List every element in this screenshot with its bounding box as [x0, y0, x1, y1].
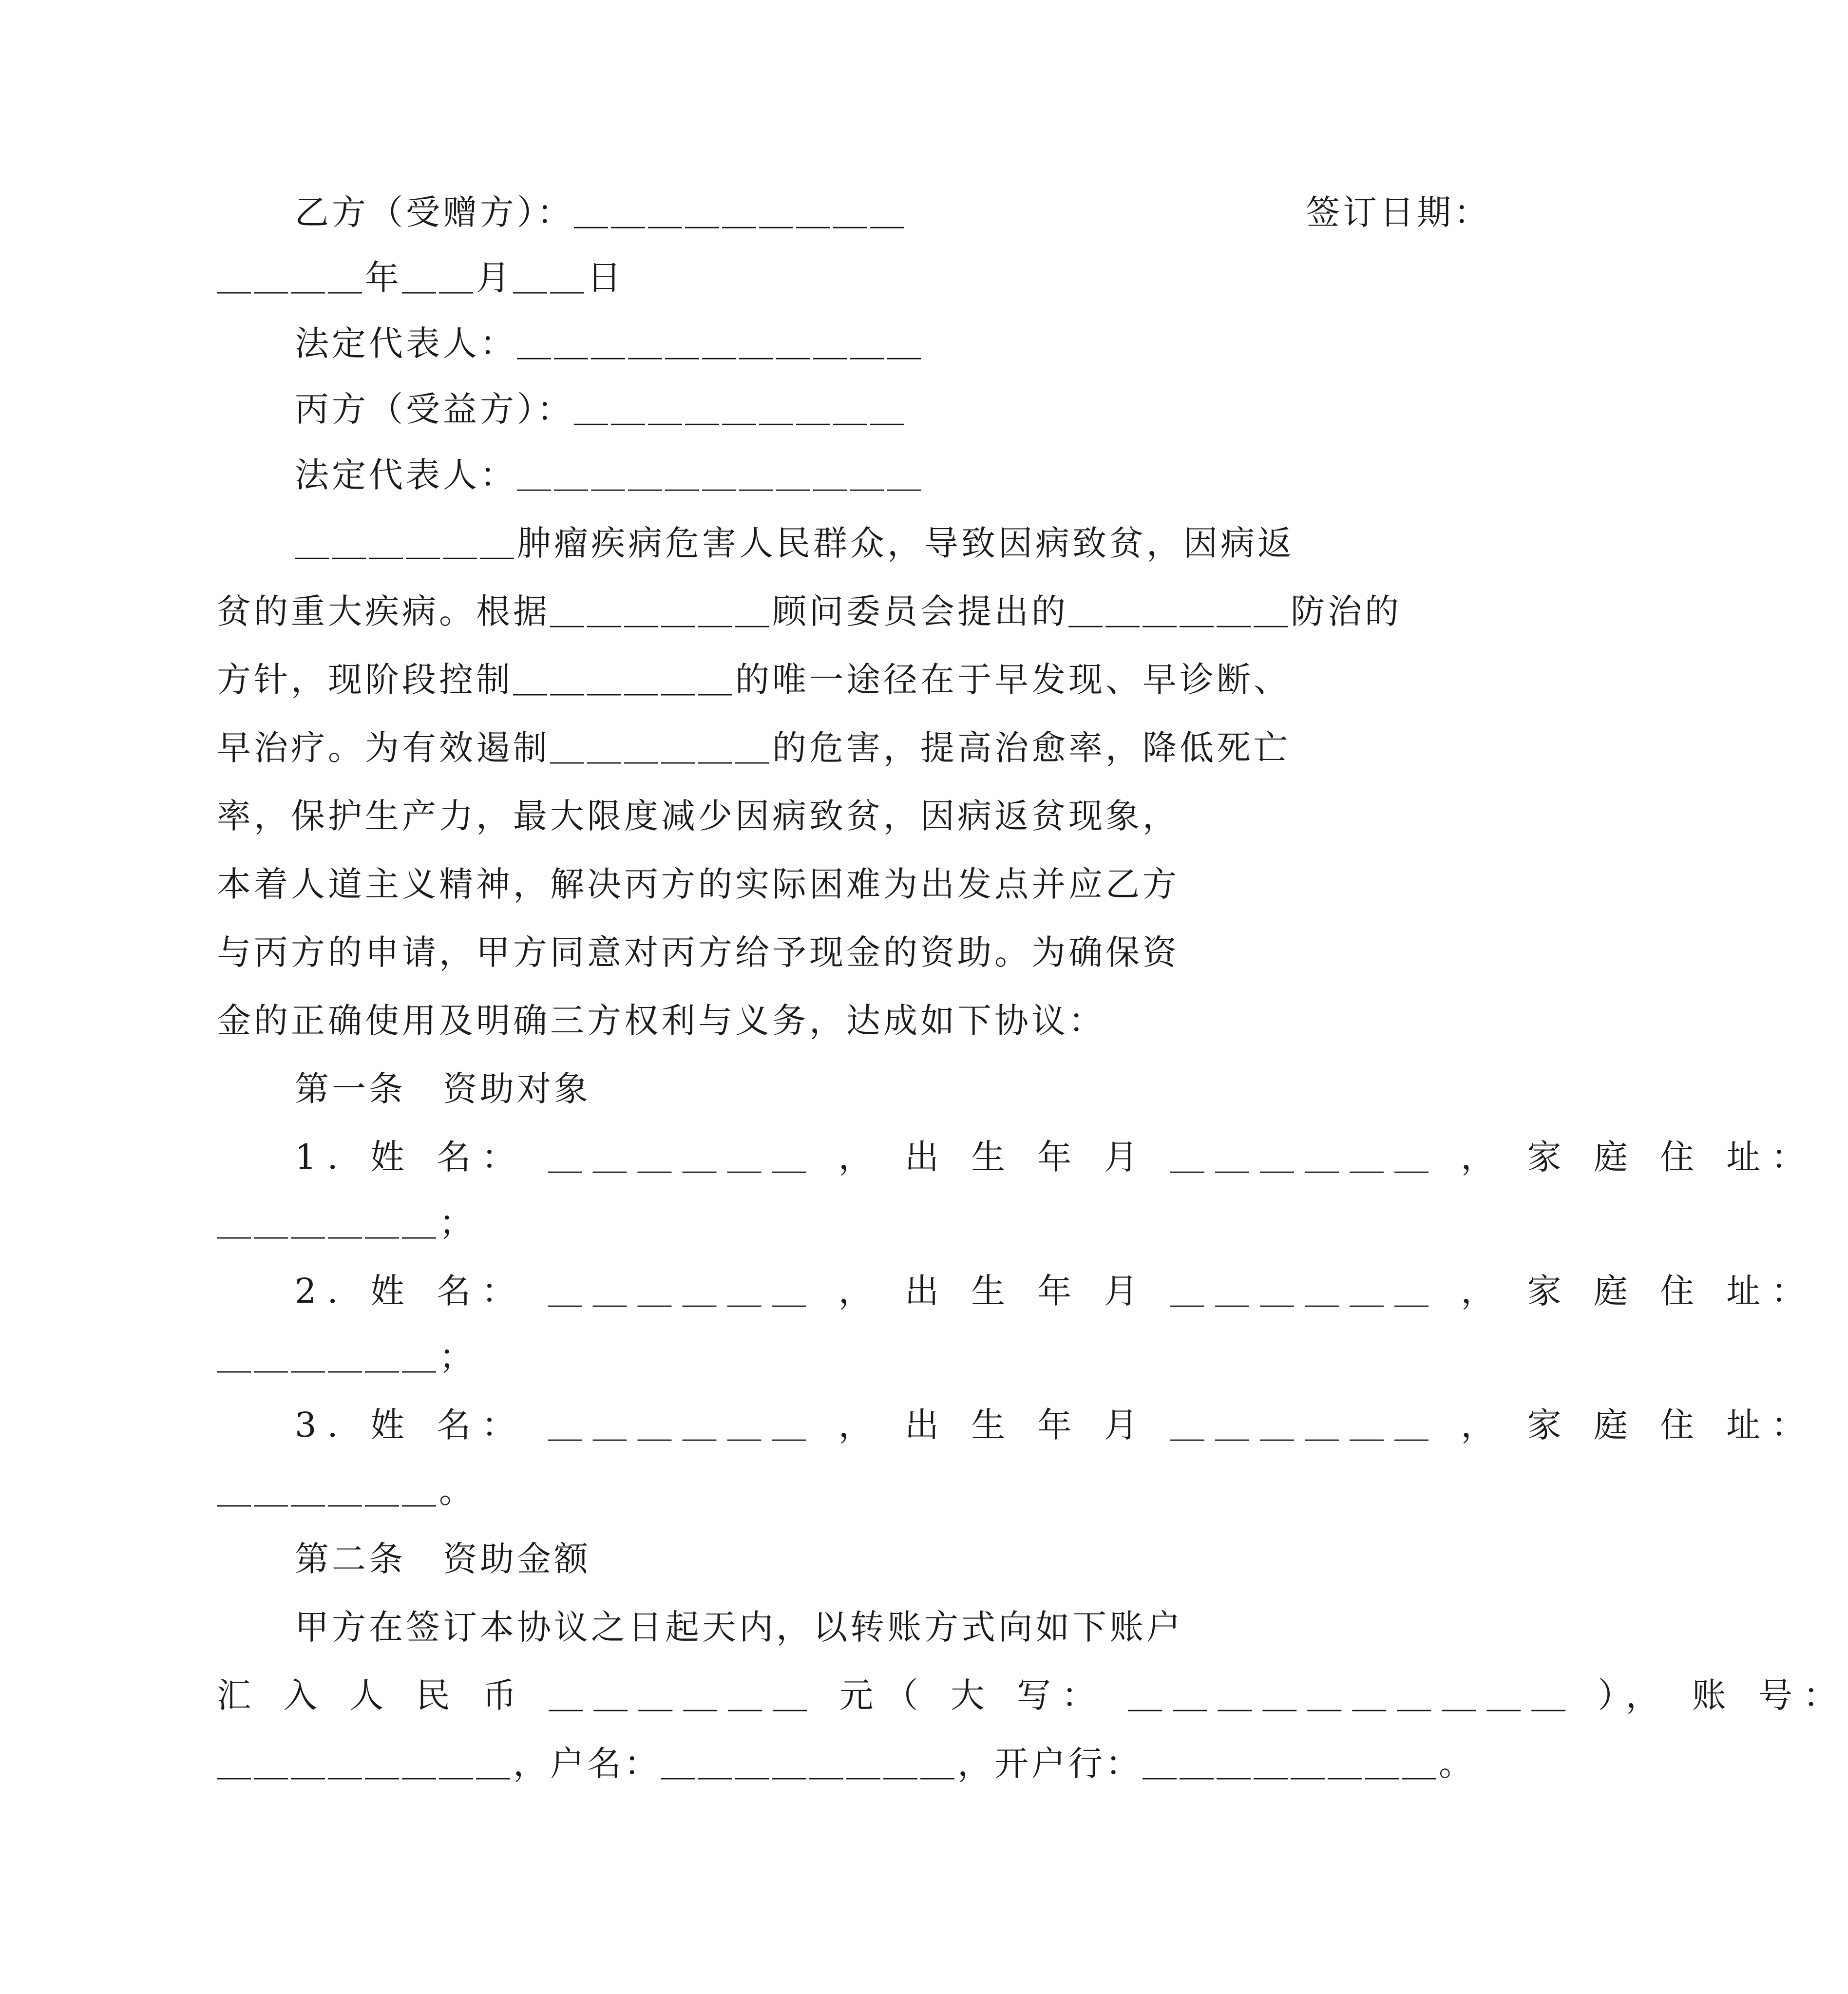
preamble-line-2: 贫的重大疾病。根据＿＿＿＿＿＿顾问委员会提出的＿＿＿＿＿＿防治的 [217, 591, 1402, 631]
article-1-heading: 第一条 资助对象 [295, 1069, 591, 1109]
party-b-line [295, 188, 1491, 237]
recipient-1-address-blank: ＿＿＿＿＿＿； [217, 1203, 476, 1243]
article-2-line-1: 甲方在签订本协议之日起天内，以转账方式向如下账户 [295, 1607, 1183, 1647]
article-2-heading: 第二条 资助金额 [295, 1539, 591, 1579]
preamble-line-3: 方针，现阶段控制＿＿＿＿＿＿的唯一途径在于早发现、早诊断、 [217, 660, 1291, 700]
party-c-representative: 法定代表人：＿＿＿＿＿＿＿＿＿＿＿ [295, 455, 924, 495]
party-b-representative: 法定代表人：＿＿＿＿＿＿＿＿＿＿＿ [295, 323, 924, 363]
preamble-line-4: 早治疗。为有效遏制＿＿＿＿＿＿的危害，提高治愈率，降低死亡 [217, 728, 1291, 768]
preamble-line-8: 金的正确使用及明确三方权利与义务，达成如下协议： [217, 1001, 1105, 1041]
recipient-2-line: 2. 姓 名： ＿＿＿＿＿＿ ， 出 生 年 月 ＿＿＿＿＿＿ ， 家 庭 住 址： [295, 1271, 1816, 1311]
article-2-line-2: 汇 入 人 民 币 ＿＿＿＿＿＿ 元（ 大 写： ＿＿＿＿＿＿＿＿＿＿ ）， 账 号： [217, 1675, 1848, 1715]
preamble-line-5: 率，保护生产力，最大限度减少因病致贫，因病返贫现象， [217, 796, 1180, 836]
recipient-3-address-blank: ＿＿＿＿＿＿。 [217, 1471, 476, 1511]
signing-date-blank: ＿＿＿＿年＿＿月＿＿日 [217, 258, 624, 298]
preamble-line-1: ＿＿＿＿＿＿肿瘤疾病危害人民群众，导致因病致贫，因病返 [295, 523, 1295, 563]
recipient-1-line: 1. 姓 名： ＿＿＿＿＿＿ ， 出 生 年 月 ＿＿＿＿＿＿ ， 家 庭 住 址： [295, 1137, 1816, 1177]
recipient-2-address-blank: ＿＿＿＿＿＿； [217, 1337, 476, 1377]
article-2-line-3: ＿＿＿＿＿＿＿＿，户名：＿＿＿＿＿＿＿＿，开户行：＿＿＿＿＿＿＿＿。 [217, 1744, 1476, 1784]
preamble-line-7: 与丙方的申请，甲方同意对丙方给予现金的资助。为确保资 [217, 932, 1180, 972]
preamble-line-6: 本着人道主义精神，解决丙方的实际困难为出发点并应乙方 [217, 864, 1180, 904]
signing-date-label: 签订日期： [1306, 192, 1491, 232]
party-b-label: 乙方（受赠方）：＿＿＿＿＿＿＿＿＿ [295, 192, 907, 232]
party-c-line: 丙方（受益方）：＿＿＿＿＿＿＿＿＿ [295, 389, 907, 429]
recipient-3-line: 3. 姓 名： ＿＿＿＿＿＿ ， 出 生 年 月 ＿＿＿＿＿＿ ， 家 庭 住 址： [295, 1405, 1816, 1445]
